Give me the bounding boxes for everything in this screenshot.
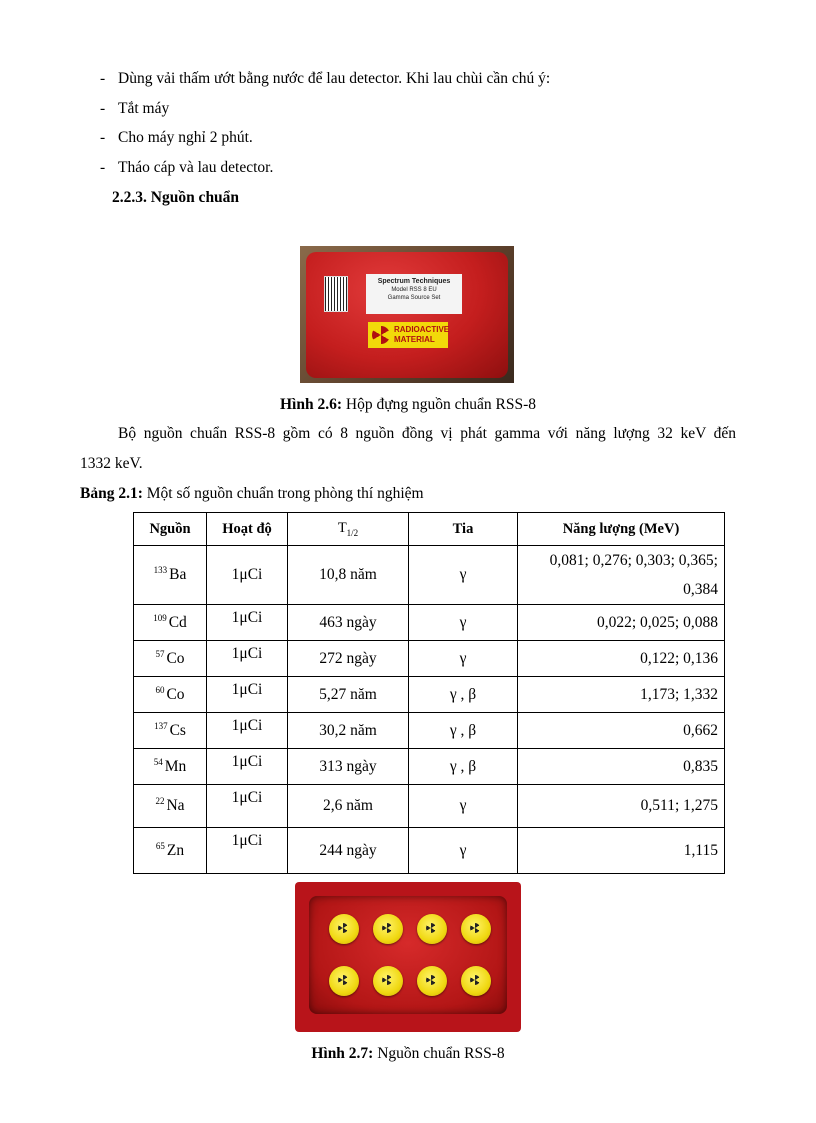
cell-activity: 1μCi [207,749,288,785]
cell-ray: γ , β [409,677,518,713]
cell-ray: γ , β [409,749,518,785]
header-source: Nguồn [134,513,207,546]
header-ray: Tia [409,513,518,546]
table-header-row [134,513,725,546]
cell-source: $^{133}$ Ba [134,546,207,605]
red-case [306,252,508,378]
sources-table [133,512,725,874]
cell-energy: 1,173; 1,332 [518,677,725,713]
cell-ray: γ [409,605,518,641]
cell-ray: γ , β [409,713,518,749]
source-tray-photo [295,882,521,1032]
source-disc [417,966,447,996]
source-disc [373,966,403,996]
cell-activity: 1μCi [207,828,288,874]
cell-energy: 0,081; 0,276; 0,303; 0,365; 0,384 [518,546,725,605]
source-tray [309,896,507,1014]
table-row [134,605,725,641]
table-row [134,749,725,785]
source-box-photo [300,246,514,383]
cell-source: $^{137}$ Cs [134,713,207,749]
cell-energy: 0,511; 1,275 [518,785,725,828]
cell-source: $^{57}$ Co [134,641,207,677]
source-disc [373,914,403,944]
cell-ray: γ [409,828,518,874]
cell-source: $^{22}$ Na [134,785,207,828]
cell-energy: 0,662 [518,713,725,749]
table-row [134,828,725,874]
cell-activity: 1μCi [207,605,288,641]
cell-halflife: 2,6 năm [288,785,409,828]
table-title: Bảng 2.1: Một số nguồn chuẩn trong phòng thí nghiệm [80,485,424,502]
cell-energy: 0,835 [518,749,725,785]
cell-activity: 1μCi [207,677,288,713]
cell-ray: γ [409,785,518,828]
table-row [134,713,725,749]
cell-source: $^{60}$ Co [134,677,207,713]
cell-ray: γ [409,641,518,677]
cell-halflife: 463 ngày [288,605,409,641]
bullet-item: - Tắt máy [100,100,170,117]
cell-halflife: 30,2 năm [288,713,409,749]
case-label: Spectrum Techniques Model RSS 8 EU Gamma Source Set [366,274,462,314]
source-disc [329,914,359,944]
table-row [134,677,725,713]
radioactive-sticker: RADIOACTIVE MATERIAL [368,322,448,348]
paragraph-line: Bộ nguồn chuẩn RSS-8 gồm có 8 nguồn đồng vị phát gamma với năng lượng 32 keV đến [118,425,736,442]
cell-source: $^{109}$ Cd [134,605,207,641]
bullet-item: - Cho máy nghỉ 2 phút. [100,129,253,146]
cell-activity: 1μCi [207,785,288,828]
cell-source: $^{65}$ Zn [134,828,207,874]
cell-energy: 0,022; 0,025; 0,088 [518,605,725,641]
cell-energy: 0,122; 0,136 [518,641,725,677]
table-row [134,546,725,605]
cell-halflife: 5,27 năm [288,677,409,713]
figure-caption: Hình 2.6: Hộp đựng nguồn chuẩn RSS-8 [280,396,536,413]
header-energy: Năng lượng (MeV) [518,513,725,546]
source-disc [417,914,447,944]
radiation-icon [372,326,390,344]
source-disc [461,966,491,996]
barcode-label [324,276,348,312]
bullet-item: - Tháo cáp và lau detector. [100,159,274,176]
table-row [134,785,725,828]
cell-ray: γ [409,546,518,605]
cell-source: $^{54}$ Mn [134,749,207,785]
cell-energy: 1,115 [518,828,725,874]
cell-activity: 1μCi [207,713,288,749]
figure-caption: Hình 2.7: Nguồn chuẩn RSS-8 [311,1045,505,1062]
section-heading: 2.2.3. Nguồn chuẩn [112,189,240,206]
bullet-item: - Dùng vải thấm ướt bằng nước để lau detector. Khi lau chùi cần chú ý: [100,70,551,87]
cell-halflife: 313 ngày [288,749,409,785]
table-row [134,641,725,677]
source-disc [329,966,359,996]
header-activity: Hoạt độ [207,513,288,546]
header-halflife: $T_{1/2}$ [288,513,409,546]
cell-activity: 1μCi [207,641,288,677]
cell-halflife: 272 ngày [288,641,409,677]
cell-halflife: 10,8 năm [288,546,409,605]
cell-halflife: 244 ngày [288,828,409,874]
paragraph-line: 1332 keV. [80,455,143,472]
cell-activity: 1μCi [207,546,288,605]
source-disc [461,914,491,944]
